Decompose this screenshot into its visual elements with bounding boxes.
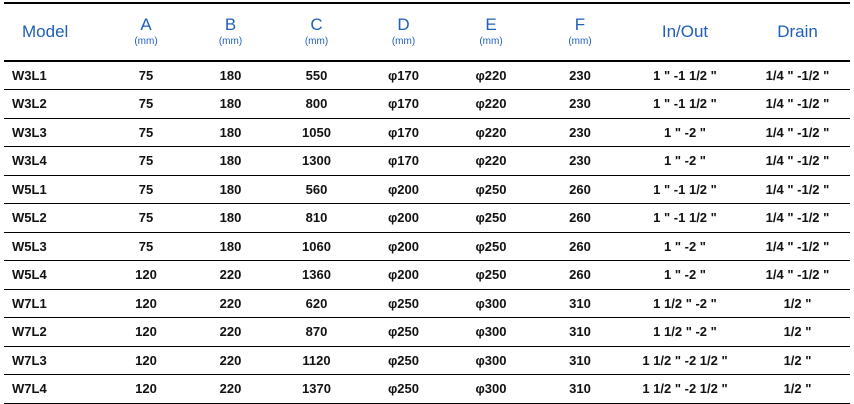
cell-c: 620 — [305, 295, 328, 311]
cell-a: 75 — [138, 96, 154, 112]
cell-a: 120 — [135, 295, 157, 311]
table-row — [4, 204, 850, 233]
cell-e: φ250 — [475, 181, 507, 197]
header-f — [535, 3, 625, 61]
cell-drain: 1/4 " -1/2 " — [765, 153, 830, 169]
cell-e: φ300 — [475, 324, 507, 340]
cell-d: φ250 — [388, 324, 419, 340]
cell-c: 550 — [305, 68, 328, 83]
cell-model: W7L1 — [12, 295, 47, 311]
cell-b: 220 — [219, 352, 242, 368]
cell-model: W7L3 — [12, 352, 47, 368]
cell-e: φ300 — [475, 352, 507, 368]
cell-in-out: 1 " -2 " — [664, 153, 706, 169]
cell-model: W3L4 — [12, 153, 47, 169]
cell-c: 870 — [305, 324, 328, 340]
header-row — [4, 3, 850, 61]
cell-in-out: 1 1/2 " -2 " — [653, 324, 717, 340]
cell-in-out: 1 " -1 1/2 " — [653, 68, 717, 83]
table-row — [4, 261, 850, 290]
header-drain-label: Drain — [777, 22, 818, 42]
header-f-label: F — [574, 15, 586, 35]
cell-in-out: 1 1/2 " -2 1/2 " — [642, 381, 728, 397]
cell-a: 120 — [135, 324, 157, 340]
cell-c: 1300 — [302, 153, 331, 169]
table-row — [4, 346, 850, 375]
cell-a: 75 — [138, 238, 154, 254]
cell-e: φ250 — [475, 210, 507, 226]
table-row — [4, 175, 850, 204]
cell-f: 310 — [569, 295, 591, 311]
cell-b: 180 — [219, 68, 242, 83]
cell-b: 180 — [219, 96, 242, 112]
cell-f: 310 — [569, 352, 591, 368]
cell-b: 180 — [219, 210, 242, 226]
cell-in-out: 1 " -2 " — [664, 124, 706, 140]
cell-in-out: 1 1/2 " -2 " — [653, 295, 717, 311]
cell-drain: 1/2 " — [783, 295, 812, 311]
table-row — [4, 90, 850, 119]
cell-f: 230 — [569, 68, 591, 83]
cell-e: φ250 — [475, 267, 507, 283]
header-d-unit: (mm) — [391, 36, 416, 48]
header-a-unit: (mm) — [134, 36, 158, 48]
table-row — [4, 147, 850, 176]
header-d-label: D — [397, 15, 410, 35]
cell-model: W3L2 — [12, 96, 47, 112]
table-body — [4, 61, 850, 403]
cell-d: φ250 — [388, 295, 419, 311]
header-model-label: Model — [22, 22, 69, 42]
header-in-out — [625, 3, 745, 61]
cell-in-out: 1 " -2 " — [664, 267, 706, 283]
header-b-unit: (mm) — [218, 36, 243, 48]
table-row — [4, 61, 850, 90]
cell-d: φ170 — [388, 68, 419, 83]
cell-d: φ200 — [388, 210, 419, 226]
cell-a: 75 — [138, 124, 154, 140]
cell-b: 180 — [219, 153, 242, 169]
cell-f: 260 — [569, 181, 591, 197]
cell-e: φ220 — [475, 153, 507, 169]
header-c-label: C — [310, 15, 323, 35]
cell-b: 220 — [219, 295, 242, 311]
cell-drain: 1/4 " -1/2 " — [765, 238, 830, 254]
cell-drain: 1/4 " -1/2 " — [765, 267, 830, 283]
cell-e: φ220 — [475, 96, 507, 112]
header-drain — [745, 3, 850, 61]
cell-model: W7L4 — [12, 381, 47, 397]
cell-drain: 1/2 " — [783, 381, 812, 397]
header-c — [273, 3, 360, 61]
cell-e: φ300 — [475, 295, 507, 311]
cell-f: 260 — [569, 267, 591, 283]
cell-d: φ200 — [388, 238, 419, 254]
cell-c: 1060 — [302, 238, 331, 254]
cell-d: φ250 — [388, 352, 419, 368]
cell-drain: 1/4 " -1/2 " — [765, 210, 830, 226]
cell-model: W5L1 — [12, 181, 47, 197]
cell-d: φ170 — [388, 124, 419, 140]
header-a-label: A — [140, 15, 152, 35]
cell-a: 75 — [138, 153, 154, 169]
cell-in-out: 1 1/2 " -2 1/2 " — [642, 352, 728, 368]
header-e-unit: (mm) — [479, 36, 503, 48]
cell-b: 220 — [219, 267, 242, 283]
cell-c: 1050 — [302, 124, 331, 140]
cell-b: 220 — [219, 324, 242, 340]
header-b-label: B — [224, 15, 237, 35]
cell-e: φ220 — [475, 68, 507, 83]
cell-c: 1120 — [302, 352, 331, 368]
cell-in-out: 1 " -1 1/2 " — [653, 210, 717, 226]
cell-f: 230 — [569, 153, 591, 169]
cell-e: φ220 — [475, 124, 507, 140]
cell-e: φ300 — [475, 381, 507, 397]
cell-drain: 1/4 " -1/2 " — [765, 68, 830, 83]
header-model — [4, 3, 104, 61]
cell-model: W5L3 — [12, 238, 47, 254]
cell-c: 1370 — [302, 381, 331, 397]
cell-drain: 1/4 " -1/2 " — [765, 124, 830, 140]
cell-b: 220 — [219, 381, 242, 397]
cell-drain: 1/2 " — [783, 324, 812, 340]
cell-model: W5L4 — [12, 267, 47, 283]
cell-d: φ200 — [388, 181, 419, 197]
cell-drain: 1/4 " -1/2 " — [765, 181, 830, 197]
cell-model: W3L3 — [12, 124, 47, 140]
cell-b: 180 — [219, 238, 242, 254]
cell-a: 120 — [135, 352, 157, 368]
header-d — [360, 3, 447, 61]
cell-b: 180 — [219, 124, 242, 140]
header-b — [188, 3, 273, 61]
spec-table — [4, 2, 850, 404]
header-f-unit: (mm) — [568, 36, 592, 48]
cell-a: 75 — [138, 68, 154, 83]
header-e — [447, 3, 535, 61]
cell-f: 310 — [569, 381, 591, 397]
cell-f: 310 — [569, 324, 591, 340]
cell-drain: 1/4 " -1/2 " — [765, 96, 830, 112]
cell-c: 810 — [305, 210, 328, 226]
cell-in-out: 1 " -1 1/2 " — [653, 181, 717, 197]
cell-f: 230 — [569, 96, 591, 112]
table-row — [4, 232, 850, 261]
cell-c: 1360 — [302, 267, 331, 283]
cell-d: φ170 — [388, 153, 419, 169]
cell-d: φ170 — [388, 96, 419, 112]
cell-drain: 1/2 " — [783, 352, 812, 368]
header-c-unit: (mm) — [304, 36, 329, 48]
cell-model: W3L1 — [12, 68, 47, 83]
cell-f: 260 — [569, 238, 591, 254]
cell-model: W5L2 — [12, 210, 47, 226]
cell-e: φ250 — [475, 238, 507, 254]
header-e-label: E — [485, 15, 497, 35]
table-row — [4, 289, 850, 318]
cell-c: 560 — [305, 181, 328, 197]
cell-model: W7L2 — [12, 324, 47, 340]
header-in-out-label: In/Out — [661, 22, 709, 42]
table-row — [4, 375, 850, 404]
cell-b: 180 — [219, 181, 242, 197]
cell-d: φ250 — [388, 381, 419, 397]
cell-a: 120 — [135, 381, 157, 397]
cell-in-out: 1 " -1 1/2 " — [653, 96, 717, 112]
cell-f: 230 — [569, 124, 591, 140]
table-row — [4, 318, 850, 347]
cell-in-out: 1 " -2 " — [664, 238, 706, 254]
cell-f: 260 — [569, 210, 591, 226]
table-row — [4, 118, 850, 147]
cell-a: 75 — [138, 181, 154, 197]
cell-a: 75 — [138, 210, 154, 226]
cell-c: 800 — [305, 96, 328, 112]
cell-a: 120 — [135, 267, 157, 283]
header-a — [104, 3, 188, 61]
cell-d: φ200 — [388, 267, 419, 283]
